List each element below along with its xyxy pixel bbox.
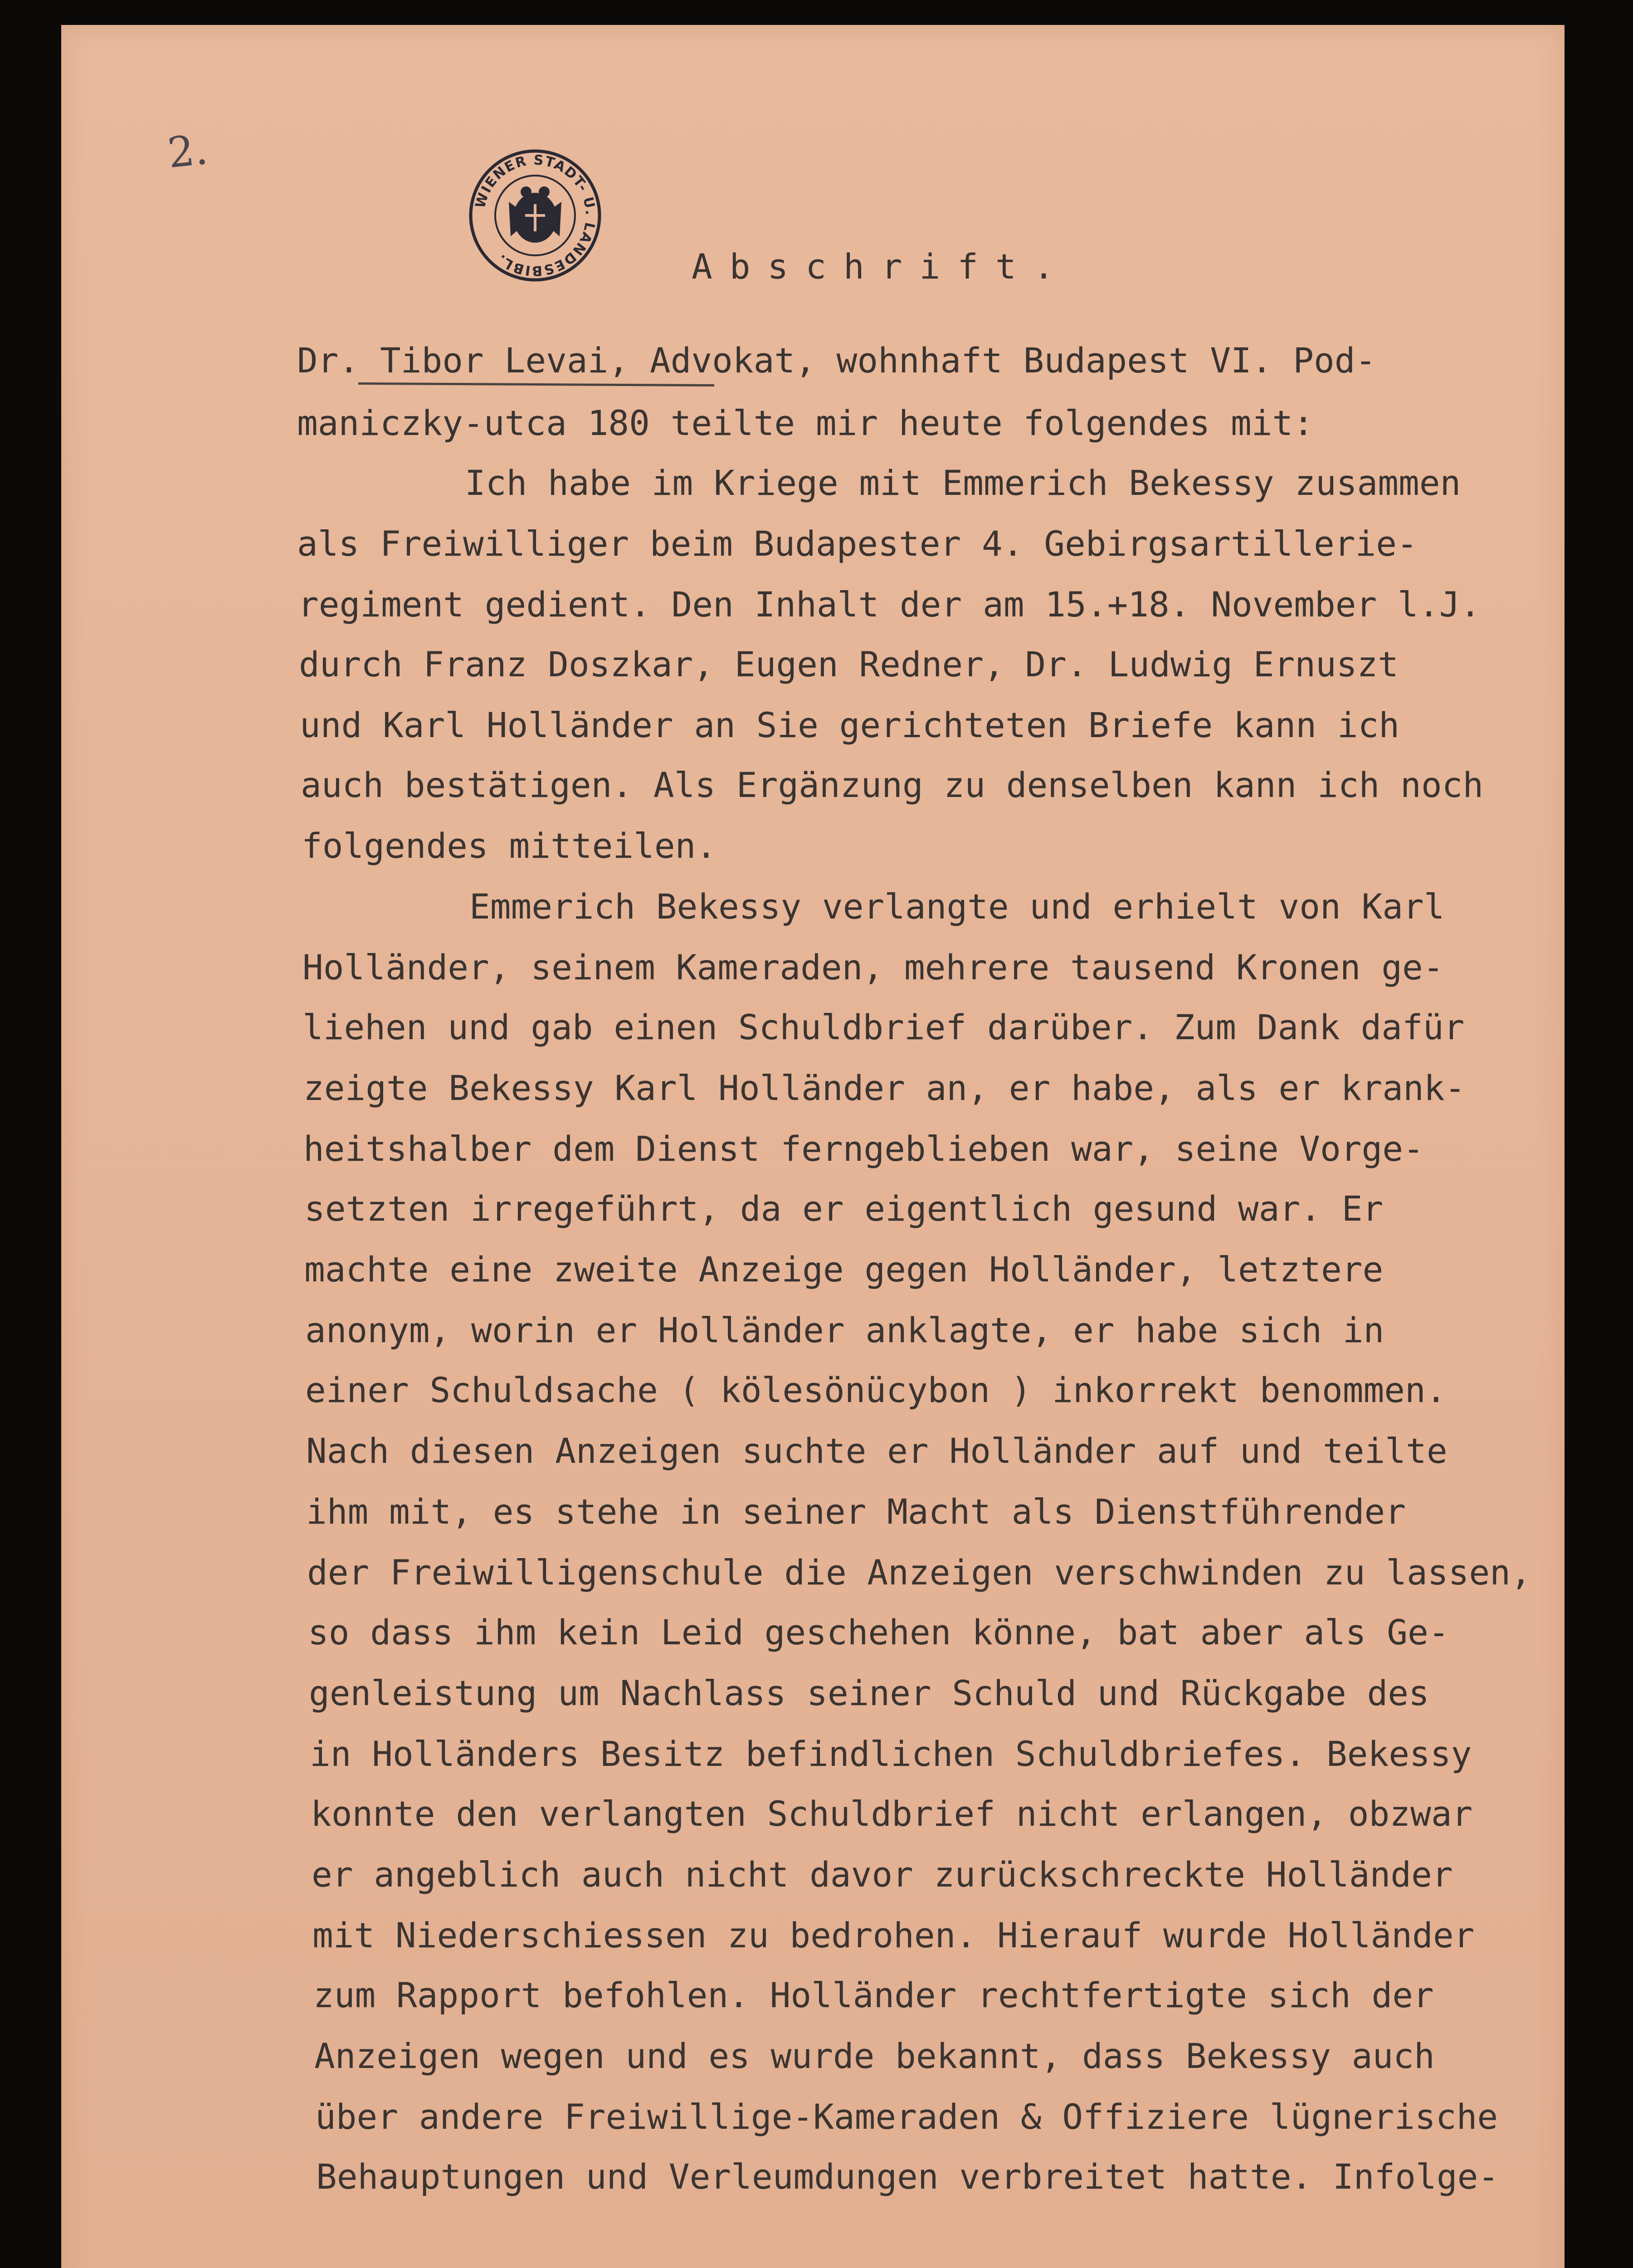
- text-line: konnte den verlangten Schuldbrief nicht erlangen, obzwar: [311, 1794, 1473, 1834]
- document-page: [61, 25, 1565, 2268]
- text-line: einer Schuldsache ( kölesönücybon ) inkorrekt benommen.: [305, 1370, 1447, 1410]
- text-line: zum Rapport befohlen. Holländer rechtfertigte sich der: [313, 1975, 1434, 2015]
- text-line: heitshalber dem Dienst ferngeblieben war, seine Vorge-: [303, 1129, 1424, 1169]
- text-line: Nach diesen Anzeigen suchte er Holländer auf und teilte: [306, 1431, 1448, 1471]
- text-line: über andere Freiwillige-Kameraden & Offiziere lügnerische: [315, 2097, 1498, 2137]
- text-line: setzten irregeführt, da er eigentlich gesund war. Er: [304, 1188, 1384, 1229]
- text-line: Emmerich Bekessy verlangte und erhielt von Karl: [469, 886, 1445, 927]
- text-line: anonym, worin er Holländer anklagte, er habe sich in: [305, 1310, 1384, 1350]
- text-line: machte eine zweite Anzeige gegen Holländer, letztere: [304, 1249, 1384, 1290]
- svg-text:WIENER STADT- U. LANDESBIBL.: WIENER STADT- U. LANDESBIBL.: [472, 152, 599, 279]
- text-line: mit Niederschiessen zu bedrohen. Hierauf wurde Holländer: [312, 1915, 1475, 1955]
- text-line: genleistung um Nachlass seiner Schuld und Rückgabe des: [309, 1673, 1429, 1713]
- text-line: in Holländers Besitz befindlichen Schuldbriefes. Bekessy: [310, 1734, 1472, 1774]
- text-line: maniczky-utca 180 teilte mir heute folgendes mit:: [297, 403, 1314, 443]
- library-stamp-icon: [467, 147, 603, 284]
- text-line: regiment gedient. Den Inhalt der am 15.+18. November l.J.: [298, 584, 1481, 625]
- text-line: der Freiwilligenschule die Anzeigen verschwinden zu lassen,: [307, 1552, 1531, 1593]
- text-line: Dr. Tibor Levai, Advokat, wohnhaft Budapest VI. Pod-: [297, 340, 1376, 381]
- name-underline: [358, 382, 714, 386]
- text-line: folgendes mitteilen.: [302, 826, 717, 866]
- text-line: auch bestätigen. Als Ergänzung zu denselben kann ich noch: [301, 765, 1484, 805]
- text-line: durch Franz Doszkar, Eugen Redner, Dr. Ludwig Ernuszt: [299, 644, 1399, 684]
- text-line: ihm mit, es stehe in seiner Macht als Dienstführender: [306, 1491, 1406, 1532]
- text-line: zeigte Bekessy Karl Holländer an, er habe, als er krank-: [303, 1068, 1466, 1108]
- text-line: so dass ihm kein Leid geschehen könne, bat aber als Ge-: [308, 1612, 1449, 1652]
- page-number: 2.: [165, 125, 210, 178]
- document-title: Abschrift.: [692, 246, 1072, 287]
- text-line: Holländer, seinem Kameraden, mehrere tausend Kronen ge-: [302, 947, 1444, 987]
- text-line: Anzeigen wegen und es wurde bekannt, dass Bekessy auch: [314, 2036, 1435, 2076]
- text-line: er angeblich auch nicht davor zurückschreckte Holländer: [312, 1854, 1453, 1895]
- text-line: Behauptungen und Verleumdungen verbreitet hatte. Infolge-: [316, 2156, 1499, 2197]
- text-line: und Karl Holländer an Sie gerichteten Briefe kann ich: [300, 705, 1400, 745]
- text-line: liehen und gab einen Schuldbrief darüber. Zum Dank dafür: [302, 1007, 1465, 1047]
- text-line: Ich habe im Kriege mit Emmerich Bekessy zusammen: [465, 463, 1461, 503]
- text-line: als Freiwilliger beim Budapester 4. Gebirgsartillerie-: [297, 523, 1418, 564]
